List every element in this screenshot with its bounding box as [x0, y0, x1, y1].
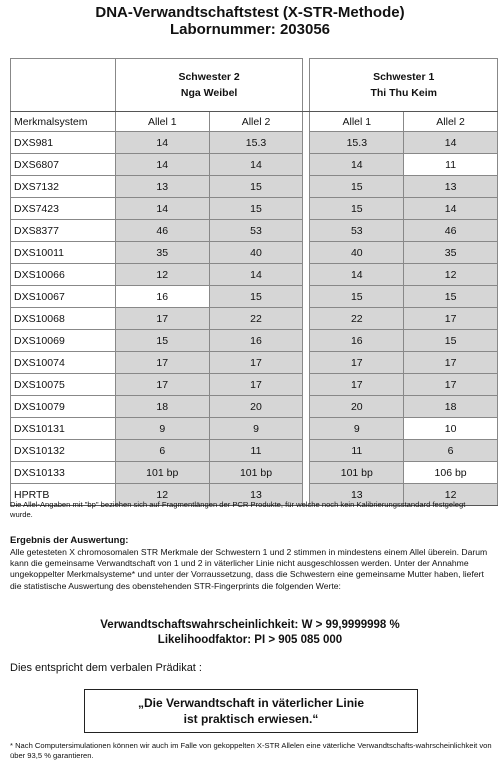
allele-cell: 14 — [404, 198, 498, 220]
table-row — [11, 198, 498, 220]
allele-cell: 11 — [209, 440, 303, 462]
allele-cell: 11 — [310, 440, 404, 462]
allele-cell: 53 — [310, 220, 404, 242]
person2-role: Schwester 1 — [373, 71, 435, 83]
marker-name: DXS7132 — [11, 176, 116, 198]
allele-cell: 12 — [115, 484, 209, 506]
allele-cell: 17 — [209, 352, 303, 374]
table-row — [11, 308, 498, 330]
report-header — [0, 4, 500, 38]
marker-name: DXS10131 — [11, 418, 116, 440]
person2-name: Thi Thu Keim — [370, 87, 437, 99]
column-gap — [303, 154, 310, 176]
allele-cell: 17 — [310, 352, 404, 374]
marker-name: DXS10133 — [11, 462, 116, 484]
table-row — [11, 330, 498, 352]
marker-name: DXS10075 — [11, 374, 116, 396]
allele-cell: 17 — [209, 374, 303, 396]
likelihood-factor: Likelihoodfaktor: PI > 905 085 000 — [157, 634, 343, 646]
allele-cell: 12 — [404, 264, 498, 286]
footnote: * Nach Computersimulationen können wir auch im Falle von gekoppelten X-STR Allelen eine väterliche Verwandtschafts-wahrscheinlichkeit von über 93,5 % garantieren. — [10, 741, 492, 760]
allele-cell: 17 — [115, 308, 209, 330]
allele-cell: 12 — [404, 484, 498, 506]
column-gap — [303, 286, 310, 308]
column-gap — [303, 440, 310, 462]
table-row — [11, 440, 498, 462]
allele-cell: 16 — [310, 330, 404, 352]
table-row — [11, 418, 498, 440]
allele-cell: 17 — [310, 374, 404, 396]
allele-cell: 20 — [209, 396, 303, 418]
allele-cell: 13 — [209, 484, 303, 506]
allele-cell: 40 — [310, 242, 404, 264]
table-row — [11, 154, 498, 176]
table-row — [11, 286, 498, 308]
allele-cell: 11 — [404, 154, 498, 176]
allele-cell: 13 — [115, 176, 209, 198]
result-title: Ergebnis der Auswertung: — [10, 535, 129, 546]
allele-cell: 18 — [115, 396, 209, 418]
allele-cell: 35 — [115, 242, 209, 264]
allele-cell: 6 — [115, 440, 209, 462]
marker-name: DXS10079 — [11, 396, 116, 418]
table-row — [11, 396, 498, 418]
allele-cell: 14 — [115, 154, 209, 176]
column-gap — [303, 198, 310, 220]
allele-cell: 17 — [115, 352, 209, 374]
allele-cell: 22 — [209, 308, 303, 330]
marker-name: DXS10011 — [11, 242, 116, 264]
marker-name: DXS10068 — [11, 308, 116, 330]
allele-cell: 14 — [310, 264, 404, 286]
allele-cell: 22 — [310, 308, 404, 330]
conclusion-line-1: „Die Verwandtschaft in väterlicher Linie — [137, 696, 365, 710]
allele-cell: 101 bp — [115, 462, 209, 484]
table-row — [11, 374, 498, 396]
allele-cell: 17 — [404, 374, 498, 396]
allele-cell: 12 — [115, 264, 209, 286]
allele-cell: 101 bp — [209, 462, 303, 484]
allele-cell: 15 — [209, 176, 303, 198]
allele-cell: 15 — [310, 198, 404, 220]
verbal-predicate-label: Dies entspricht dem verbalen Prädikat : — [10, 662, 202, 674]
allele-cell: 17 — [404, 308, 498, 330]
allele-cell: 15 — [404, 330, 498, 352]
marker-name: DXS10132 — [11, 440, 116, 462]
person2-allel1-header: Allel 1 — [310, 112, 404, 132]
marker-column-header: Merkmalsystem — [11, 112, 116, 132]
allele-cell: 16 — [115, 286, 209, 308]
marker-name: DXS8377 — [11, 220, 116, 242]
allele-cell: 15 — [404, 286, 498, 308]
column-gap — [303, 220, 310, 242]
column-gap — [303, 112, 310, 132]
column-gap — [303, 462, 310, 484]
conclusion-box — [84, 689, 418, 733]
allele-cell: 106 bp — [404, 462, 498, 484]
allele-cell: 16 — [209, 330, 303, 352]
bp-note: Die Allel-Angaben mit "bp" beziehen sich auf Fragmentlängen der PCR Produkte, für welche noch kein Kalibrierungsstandard festgelegt wurde. — [10, 500, 466, 519]
marker-name: DXS10066 — [11, 264, 116, 286]
table-row — [11, 176, 498, 198]
table-row — [11, 264, 498, 286]
allele-cell: 17 — [115, 374, 209, 396]
allele-cell: 18 — [404, 396, 498, 418]
allele-cell: 101 bp — [310, 462, 404, 484]
allele-table — [10, 58, 498, 506]
allele-cell: 15 — [209, 198, 303, 220]
marker-name: DXS10074 — [11, 352, 116, 374]
kinship-probability: Verwandtschaftswahrscheinlichkeit: W > 99,9999998 % — [100, 619, 400, 631]
corner-cell — [11, 59, 116, 112]
result-values — [0, 618, 500, 648]
marker-name: DXS981 — [11, 132, 116, 154]
allele-cell: 20 — [310, 396, 404, 418]
marker-name: DXS10069 — [11, 330, 116, 352]
allele-cell: 46 — [115, 220, 209, 242]
person1-name: Nga Weibel — [180, 87, 238, 99]
table-row — [11, 132, 498, 154]
column-gap — [303, 418, 310, 440]
column-gap — [303, 374, 310, 396]
allele-cell: 15 — [310, 286, 404, 308]
allele-cell: 46 — [404, 220, 498, 242]
table-row — [11, 352, 498, 374]
allele-rows — [11, 132, 498, 506]
report-title: DNA-Verwandtschaftstest (X-STR-Methode) — [95, 4, 405, 21]
conclusion-line-2: ist praktisch erwiesen.“ — [183, 712, 319, 726]
column-gap — [303, 242, 310, 264]
allele-cell: 14 — [209, 154, 303, 176]
allele-cell: 9 — [209, 418, 303, 440]
column-gap — [303, 59, 310, 112]
column-gap — [303, 352, 310, 374]
allele-cell: 17 — [404, 352, 498, 374]
result-text: Alle getesteten X chromosomalen STR Merkmale der Schwestern 1 und 2 stimmen in mindestens einem Allel überein. Darum kann die gemeinsame Verwandtschaft von 1 und 2 in väterlicher Linie nicht ausgeschlossen werden. Unter der Annahme ungekoppelter Merkmalsysteme* und unter der Vorraussetzung, dass die Schwestern eine gemeinsame Mutter haben, liefert die statistische Auswertung des obenstehenden STR-Fingerprints die folgenden Werte: — [10, 547, 488, 591]
table-row — [11, 462, 498, 484]
allele-cell: 14 — [115, 132, 209, 154]
allele-cell: 15.3 — [209, 132, 303, 154]
person1-allel1-header: Allel 1 — [115, 112, 209, 132]
marker-name: DXS7423 — [11, 198, 116, 220]
allele-cell: 9 — [115, 418, 209, 440]
allele-cell: 9 — [310, 418, 404, 440]
person1-role: Schwester 2 — [178, 71, 240, 83]
column-gap — [303, 396, 310, 418]
marker-name: DXS6807 — [11, 154, 116, 176]
person2-allel2-header: Allel 2 — [404, 112, 498, 132]
person1-header — [115, 59, 303, 112]
allele-cell: 15.3 — [310, 132, 404, 154]
allele-cell: 13 — [404, 176, 498, 198]
table-row — [11, 242, 498, 264]
marker-name: HPRTB — [11, 484, 116, 506]
allele-cell: 14 — [310, 154, 404, 176]
allele-cell: 40 — [209, 242, 303, 264]
column-gap — [303, 132, 310, 154]
column-gap — [303, 330, 310, 352]
person1-allel2-header: Allel 2 — [209, 112, 303, 132]
allele-cell: 13 — [310, 484, 404, 506]
allele-cell: 53 — [209, 220, 303, 242]
allele-cell: 6 — [404, 440, 498, 462]
allele-cell: 15 — [115, 330, 209, 352]
lab-number: Labornummer: 203056 — [169, 21, 331, 38]
column-gap — [303, 308, 310, 330]
allele-cell: 15 — [310, 176, 404, 198]
allele-cell: 14 — [209, 264, 303, 286]
column-gap — [303, 176, 310, 198]
allele-cell: 15 — [209, 286, 303, 308]
allele-cell: 35 — [404, 242, 498, 264]
marker-name: DXS10067 — [11, 286, 116, 308]
allele-cell: 10 — [404, 418, 498, 440]
allele-cell: 14 — [115, 198, 209, 220]
person2-header — [310, 59, 498, 112]
column-gap — [303, 264, 310, 286]
table-row — [11, 220, 498, 242]
allele-cell: 14 — [404, 132, 498, 154]
